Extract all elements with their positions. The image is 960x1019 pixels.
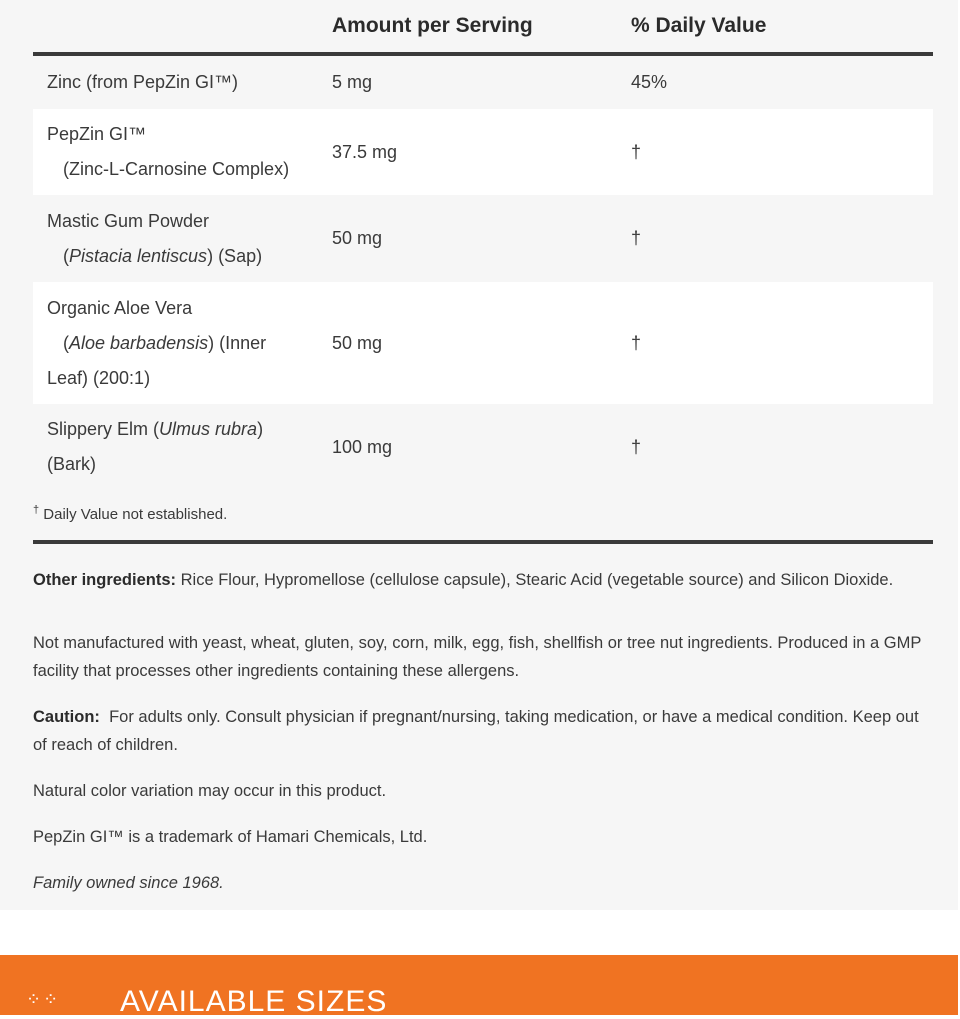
- table-row: [33, 54, 933, 109]
- trademark-note: PepZin GI™ is a trademark of Hamari Chemicals, Ltd.: [33, 828, 428, 846]
- ingredient-daily-value: †: [631, 282, 933, 404]
- ingredient-amount: 100 mg: [332, 404, 631, 490]
- ingredient-daily-value: †: [631, 195, 933, 282]
- ingredient-name: Zinc (from PepZin GI™): [33, 54, 332, 109]
- allergen-statement: Not manufactured with yeast, wheat, gluten, soy, corn, milk, egg, fish, shellfish or tree nut ingredients. Produced in a GMP facility that processes other ingredients containing these allergens.: [33, 634, 922, 680]
- ingredient-name: Mastic Gum Powder (Pistacia lentiscus) (Sap): [33, 195, 332, 282]
- available-sizes-bar[interactable]: [0, 955, 958, 1018]
- ingredient-name: Organic Aloe Vera (Aloe barbadensis) (Inner Leaf) (200:1): [33, 282, 332, 404]
- ingredient-daily-value: 45%: [631, 54, 933, 109]
- ingredient-name: PepZin GI™ (Zinc-L-Carnosine Complex): [33, 109, 332, 195]
- ingredient-daily-value: †: [631, 404, 933, 490]
- dots-icon: ⁘⁘: [26, 989, 61, 1009]
- header-ingredient: [33, 0, 332, 54]
- table-row: [33, 282, 933, 404]
- header-daily-value: % Daily Value: [631, 0, 933, 54]
- ingredient-amount: 50 mg: [332, 195, 631, 282]
- ingredient-daily-value: †: [631, 109, 933, 195]
- family-owned-note: Family owned since 1968.: [33, 874, 224, 892]
- table-row: [33, 195, 933, 282]
- daily-value-footnote: † Daily Value not established.: [33, 504, 228, 523]
- available-sizes-title: AVAILABLE SIZES: [120, 985, 388, 1018]
- ingredient-amount: 37.5 mg: [332, 109, 631, 195]
- table-row: [33, 404, 933, 490]
- ingredient-amount: 5 mg: [332, 54, 631, 109]
- supplement-facts-table: [33, 0, 933, 490]
- section-divider: [33, 540, 933, 544]
- table-header-row: [33, 0, 933, 54]
- color-variation-note: Natural color variation may occur in this product.: [33, 782, 387, 800]
- ingredient-amount: 50 mg: [332, 282, 631, 404]
- header-amount: Amount per Serving: [332, 0, 631, 54]
- table-row: [33, 109, 933, 195]
- ingredient-name: Slippery Elm (Ulmus rubra) (Bark): [33, 404, 332, 490]
- caution-statement: Caution: For adults only. Consult physician if pregnant/nursing, taking medication, or have a medical condition. Keep out of reach of children.: [33, 708, 919, 754]
- other-ingredients: Other ingredients: Rice Flour, Hypromellose (cellulose capsule), Stearic Acid (vegetable source) and Silicon Dioxide.: [33, 571, 894, 589]
